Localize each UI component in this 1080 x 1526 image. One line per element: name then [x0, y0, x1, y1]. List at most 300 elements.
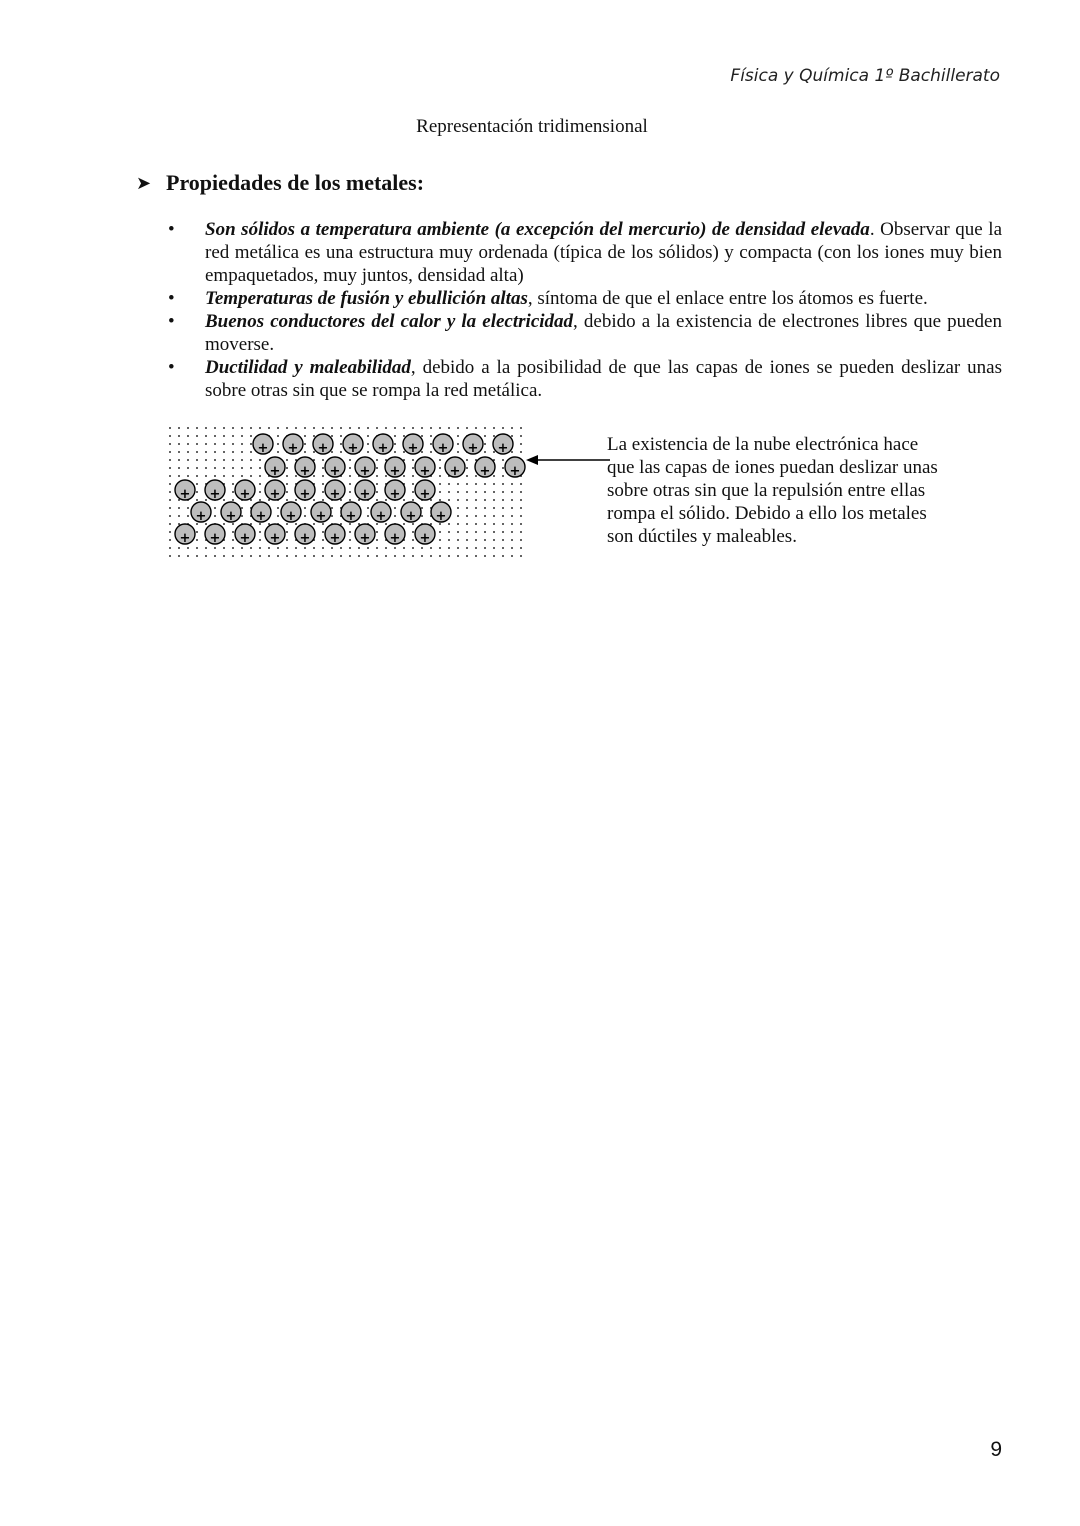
svg-text:+: +	[389, 464, 401, 479]
ion	[325, 480, 345, 502]
ion	[295, 524, 315, 546]
electron-dot	[520, 483, 522, 485]
electron-dot	[259, 467, 261, 469]
electron-dot	[457, 555, 459, 557]
electron-dot	[232, 491, 234, 493]
electron-dot	[502, 483, 504, 485]
electron-dot	[169, 491, 171, 493]
electron-dot	[412, 531, 414, 533]
svg-text:+: +	[315, 509, 327, 524]
electron-dot	[439, 491, 441, 493]
electron-dot	[214, 547, 216, 549]
electron-dot	[205, 443, 207, 445]
electron-dot	[430, 435, 432, 437]
electron-dot	[178, 523, 180, 525]
svg-text:+: +	[467, 441, 479, 456]
electron-dot	[412, 555, 414, 557]
ion	[355, 457, 375, 479]
electron-dot	[295, 547, 297, 549]
electron-dot	[520, 515, 522, 517]
ion	[445, 457, 465, 479]
electron-dot	[430, 427, 432, 429]
electron-dot	[223, 475, 225, 477]
ion	[341, 502, 361, 524]
electron-dot	[457, 515, 459, 517]
electron-dot	[367, 451, 369, 453]
electron-dot	[475, 427, 477, 429]
electron-dot	[196, 531, 198, 533]
electron-dot	[502, 539, 504, 541]
electron-dot	[403, 451, 405, 453]
electron-dot	[511, 539, 513, 541]
electron-dot	[349, 427, 351, 429]
electron-dot	[367, 547, 369, 549]
electron-dot	[466, 555, 468, 557]
electron-dot	[259, 475, 261, 477]
electron-dot	[313, 499, 315, 501]
electron-dot	[250, 459, 252, 461]
electron-dot	[223, 427, 225, 429]
electron-dot	[196, 451, 198, 453]
electron-dot	[250, 427, 252, 429]
electron-dot	[484, 435, 486, 437]
electron-dot	[268, 427, 270, 429]
electron-dot	[232, 483, 234, 485]
electron-dot	[403, 475, 405, 477]
ion	[281, 502, 301, 524]
electron-dot	[475, 523, 477, 525]
electron-dot	[475, 531, 477, 533]
electron-dot	[349, 475, 351, 477]
ion	[295, 457, 315, 479]
electron-dot	[178, 451, 180, 453]
electron-dot	[286, 467, 288, 469]
electron-dot	[385, 499, 387, 501]
electron-dot	[241, 435, 243, 437]
electron-dot	[214, 459, 216, 461]
electron-dot	[241, 427, 243, 429]
svg-text:+: +	[389, 487, 401, 502]
electron-dot	[484, 523, 486, 525]
electron-dot	[430, 547, 432, 549]
electron-dot	[475, 507, 477, 509]
electron-dot	[493, 547, 495, 549]
electron-dot	[502, 491, 504, 493]
electron-dot	[466, 523, 468, 525]
item-bold-text: Buenos conductores del calor y la electricidad	[205, 311, 574, 332]
ion	[253, 434, 273, 456]
electron-dot	[268, 555, 270, 557]
electron-dot	[250, 467, 252, 469]
electron-dot	[403, 499, 405, 501]
section-heading	[136, 170, 424, 196]
electron-dot	[241, 459, 243, 461]
item-bold-text: Son sólidos a temperatura ambiente (a excepción del mercurio) de densidad elevada	[205, 219, 870, 240]
electron-dot	[466, 467, 468, 469]
electron-dot	[196, 539, 198, 541]
electron-dot	[484, 499, 486, 501]
svg-text:+: +	[479, 464, 491, 479]
ion	[221, 502, 241, 524]
properties-list	[166, 218, 1002, 402]
electron-dot	[484, 451, 486, 453]
electron-dot	[205, 451, 207, 453]
electron-dot	[484, 515, 486, 517]
electron-dot	[187, 427, 189, 429]
electron-dot	[331, 555, 333, 557]
electron-dot	[322, 491, 324, 493]
electron-dot	[304, 427, 306, 429]
electron-dot	[376, 547, 378, 549]
electron-dot	[457, 491, 459, 493]
electron-dot	[340, 555, 342, 557]
electron-dot	[502, 507, 504, 509]
svg-text:+: +	[209, 531, 221, 546]
svg-text:+: +	[239, 531, 251, 546]
electron-dot	[520, 531, 522, 533]
electron-dot	[511, 499, 513, 501]
svg-text:+: +	[509, 464, 521, 479]
electron-dot	[241, 467, 243, 469]
electron-dot	[466, 459, 468, 461]
electron-dot	[286, 459, 288, 461]
electron-dot	[394, 515, 396, 517]
electron-dot	[421, 427, 423, 429]
electron-dot	[286, 475, 288, 477]
electron-dot	[322, 467, 324, 469]
electron-dot	[457, 539, 459, 541]
electron-dot	[277, 435, 279, 437]
electron-dot	[223, 435, 225, 437]
electron-dot	[295, 475, 297, 477]
ion	[265, 457, 285, 479]
electron-dot	[376, 467, 378, 469]
ion	[311, 502, 331, 524]
electron-dot	[448, 555, 450, 557]
electron-dot	[493, 531, 495, 533]
electron-dot	[313, 475, 315, 477]
electron-dot	[205, 459, 207, 461]
svg-text:+: +	[359, 531, 371, 546]
ion	[401, 502, 421, 524]
ion	[355, 524, 375, 546]
electron-dot	[232, 531, 234, 533]
electron-dot	[358, 427, 360, 429]
electron-dot	[358, 547, 360, 549]
metal-lattice-diagram	[163, 424, 529, 562]
electron-dot	[178, 555, 180, 557]
electron-dot	[511, 435, 513, 437]
svg-text:+: +	[255, 509, 267, 524]
electron-dot	[232, 443, 234, 445]
ion	[415, 524, 435, 546]
electron-dot	[358, 555, 360, 557]
electron-dot	[421, 555, 423, 557]
electron-dot	[475, 515, 477, 517]
electron-dot	[457, 547, 459, 549]
svg-text:+: +	[299, 531, 311, 546]
electron-dot	[520, 435, 522, 437]
electron-dot	[493, 499, 495, 501]
ion	[505, 457, 525, 479]
electron-dot	[448, 539, 450, 541]
svg-text:+: +	[435, 509, 447, 524]
electron-dot	[403, 435, 405, 437]
ion	[371, 502, 391, 524]
electron-dot	[484, 547, 486, 549]
electron-dot	[196, 459, 198, 461]
electron-dot	[448, 427, 450, 429]
electron-dot	[250, 435, 252, 437]
electron-dot	[439, 483, 441, 485]
electron-dot	[349, 547, 351, 549]
electron-dot	[322, 427, 324, 429]
svg-text:+: +	[329, 487, 341, 502]
electron-dot	[457, 435, 459, 437]
electron-dot	[331, 547, 333, 549]
electron-dot	[511, 491, 513, 493]
electron-dot	[502, 427, 504, 429]
electron-dot	[241, 475, 243, 477]
electron-dot	[475, 555, 477, 557]
electron-dot	[232, 547, 234, 549]
electron-dot	[520, 491, 522, 493]
electron-dot	[223, 459, 225, 461]
svg-text:+: +	[345, 509, 357, 524]
electron-dot	[205, 555, 207, 557]
electron-dot	[502, 531, 504, 533]
item-bold-text: Ductilidad y maleabilidad	[205, 357, 411, 378]
svg-text:+: +	[299, 464, 311, 479]
electron-dot	[340, 443, 342, 445]
electron-dot	[196, 491, 198, 493]
electron-dot	[340, 435, 342, 437]
ion	[385, 524, 405, 546]
electron-dot	[259, 491, 261, 493]
electron-dot	[511, 555, 513, 557]
electron-dot	[502, 515, 504, 517]
electron-dot	[205, 427, 207, 429]
electron-dot	[439, 475, 441, 477]
ion	[251, 502, 271, 524]
electron-dot	[484, 531, 486, 533]
electron-dot	[394, 427, 396, 429]
svg-text:+: +	[239, 487, 251, 502]
electron-dot	[178, 467, 180, 469]
svg-text:+: +	[377, 441, 389, 456]
electron-dot	[322, 459, 324, 461]
electron-dot	[331, 515, 333, 517]
electron-dot	[178, 507, 180, 509]
electron-dot	[214, 467, 216, 469]
electron-dot	[205, 547, 207, 549]
svg-text:+: +	[179, 531, 191, 546]
ion	[343, 434, 363, 456]
bullet-icon: •	[168, 311, 175, 332]
electron-dot	[214, 427, 216, 429]
page-number: 9	[990, 1438, 1002, 1461]
electron-dot	[349, 467, 351, 469]
electron-dot	[412, 483, 414, 485]
electron-dot	[169, 435, 171, 437]
electron-dot	[187, 515, 189, 517]
electron-dot	[367, 443, 369, 445]
electron-dot	[223, 451, 225, 453]
electron-dot	[412, 547, 414, 549]
electron-dot	[385, 555, 387, 557]
electron-dot	[214, 515, 216, 517]
electron-dot	[376, 539, 378, 541]
list-item	[166, 287, 1002, 310]
electron-dot	[412, 467, 414, 469]
electron-dot	[511, 515, 513, 517]
electron-dot	[169, 467, 171, 469]
electron-dot	[169, 475, 171, 477]
electron-dot	[196, 499, 198, 501]
electron-dot	[430, 555, 432, 557]
ion	[205, 480, 225, 502]
ion	[373, 434, 393, 456]
electron-dot	[385, 475, 387, 477]
bullet-icon: •	[168, 357, 175, 378]
electron-dot	[259, 547, 261, 549]
electron-dot	[439, 467, 441, 469]
ion	[235, 524, 255, 546]
electron-dot	[403, 427, 405, 429]
electron-dot	[169, 483, 171, 485]
electron-dot	[277, 507, 279, 509]
electron-dot	[430, 451, 432, 453]
electron-dot	[484, 491, 486, 493]
electron-dot	[466, 515, 468, 517]
ion	[385, 457, 405, 479]
electron-dot	[376, 427, 378, 429]
electron-dot	[394, 435, 396, 437]
electron-dot	[439, 539, 441, 541]
svg-text:+: +	[179, 487, 191, 502]
svg-text:+: +	[269, 464, 281, 479]
electron-dot	[493, 523, 495, 525]
electron-dot	[421, 515, 423, 517]
svg-text:+: +	[359, 487, 371, 502]
electron-dot	[178, 443, 180, 445]
item-text: , debido a la posibilidad de que las capas de iones se pueden deslizar unas sobre otras sin que se rompa la red metálica.	[205, 357, 1002, 401]
electron-dot	[394, 555, 396, 557]
svg-text:+: +	[317, 441, 329, 456]
electron-dot	[205, 467, 207, 469]
electron-dot	[466, 499, 468, 501]
electron-dot	[520, 499, 522, 501]
ion	[205, 524, 225, 546]
electron-dot	[169, 523, 171, 525]
list-item	[166, 310, 1002, 356]
electron-dot	[322, 547, 324, 549]
electron-dot	[520, 539, 522, 541]
electron-dot	[277, 547, 279, 549]
electron-dot	[466, 507, 468, 509]
electron-dot	[421, 507, 423, 509]
electron-dot	[511, 507, 513, 509]
electron-dot	[331, 507, 333, 509]
electron-dot	[448, 523, 450, 525]
electron-dot	[439, 555, 441, 557]
electron-dot	[169, 539, 171, 541]
electron-dot	[241, 515, 243, 517]
svg-text:+: +	[195, 509, 207, 524]
svg-text:+: +	[329, 531, 341, 546]
item-text: . Observar que la red metálica es una estructura muy ordenada (típica de los sólidos) y compacta (con los iones muy bien empaquetados, muy juntos, densidad alta)	[205, 219, 1003, 286]
electron-dot	[322, 483, 324, 485]
electron-dot	[286, 531, 288, 533]
electron-dot	[178, 547, 180, 549]
electron-dot	[457, 427, 459, 429]
electron-dot	[214, 555, 216, 557]
electron-dot	[511, 547, 513, 549]
electron-dot	[502, 459, 504, 461]
electron-dot	[475, 475, 477, 477]
electron-dot	[187, 547, 189, 549]
electron-dot	[187, 555, 189, 557]
electron-dot	[358, 523, 360, 525]
electron-dot	[493, 483, 495, 485]
electron-dot	[169, 555, 171, 557]
electron-dot	[259, 539, 261, 541]
electron-dot	[376, 499, 378, 501]
electron-dot	[520, 547, 522, 549]
electron-dot	[475, 547, 477, 549]
electron-dot	[439, 531, 441, 533]
svg-text:+: +	[285, 509, 297, 524]
bullet-icon: •	[168, 288, 175, 309]
electron-dot	[502, 475, 504, 477]
ion-layers	[175, 434, 525, 546]
electron-dot	[178, 427, 180, 429]
electron-dot	[493, 475, 495, 477]
electron-dot	[439, 499, 441, 501]
ion	[313, 434, 333, 456]
electron-dot	[448, 547, 450, 549]
list-item	[166, 218, 1002, 287]
electron-dot	[520, 523, 522, 525]
electron-dot	[493, 451, 495, 453]
electron-dot	[187, 435, 189, 437]
electron-dot	[187, 459, 189, 461]
electron-dot	[223, 547, 225, 549]
electron-dot	[250, 523, 252, 525]
electron-dot	[376, 555, 378, 557]
electron-dot	[412, 491, 414, 493]
svg-text:+: +	[419, 531, 431, 546]
electron-dot	[232, 499, 234, 501]
electron-dot	[169, 443, 171, 445]
arrow-bullet-icon: ➤	[136, 172, 152, 194]
electron-dot	[313, 427, 315, 429]
electron-dot	[259, 531, 261, 533]
electron-dot	[214, 507, 216, 509]
electron-dot	[349, 555, 351, 557]
electron-dot	[376, 531, 378, 533]
electron-dot	[412, 427, 414, 429]
electron-dot	[448, 499, 450, 501]
electron-dot	[322, 539, 324, 541]
svg-text:+: +	[347, 441, 359, 456]
electron-dot	[169, 547, 171, 549]
electron-dot	[187, 467, 189, 469]
electron-dot	[448, 531, 450, 533]
ion	[493, 434, 513, 456]
electron-dot	[178, 435, 180, 437]
electron-dot	[205, 435, 207, 437]
